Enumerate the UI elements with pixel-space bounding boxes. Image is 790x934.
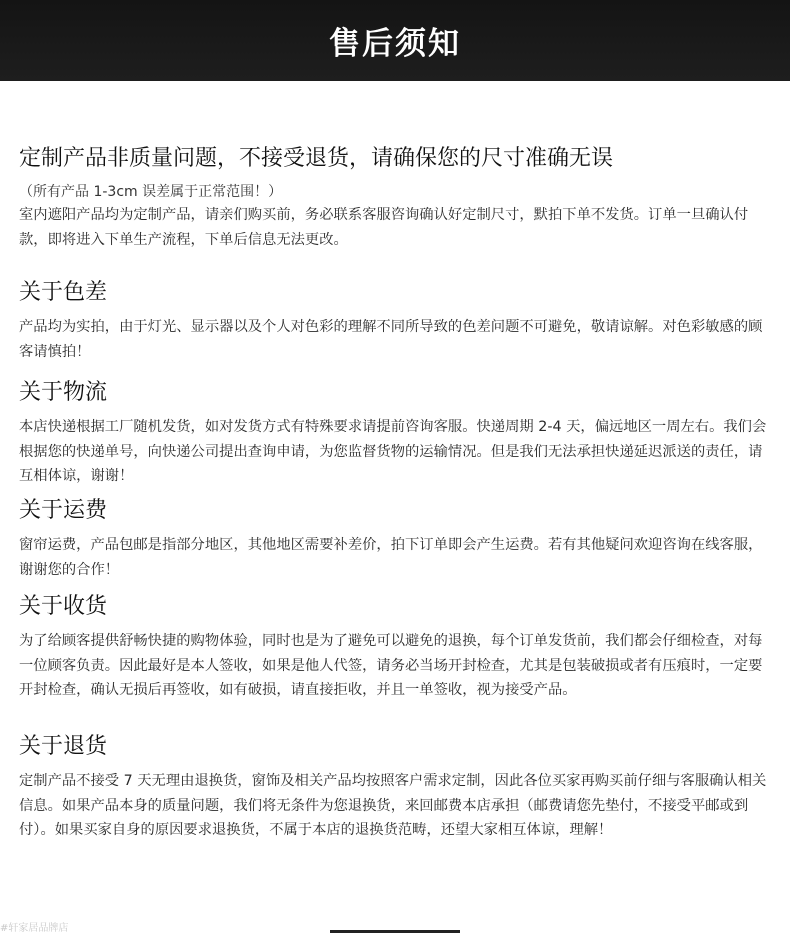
section-title: 关于物流 — [19, 380, 108, 405]
section-title: 关于收货 — [19, 594, 108, 619]
store-watermark: #轩家居品牌店 — [0, 923, 69, 934]
section-body: 窗帘运费，产品包邮是指部分地区，其他地区需要补差价，拍下订单即会产生运费。若有其他疑问欢迎咨询在线客服，谢谢您的合作！ — [19, 537, 763, 578]
section-returns — [19, 733, 771, 843]
section-receiving — [19, 593, 771, 703]
section-title: 关于色差 — [19, 280, 108, 305]
intro-note: （所有产品 1-3cm 误差属于正常范围！） — [19, 184, 283, 200]
header-banner — [0, 0, 790, 81]
section-title: 关于退货 — [19, 734, 108, 759]
intro-title: 定制产品非质量问题，不接受退货，请确保您的尺寸准确无误 — [19, 146, 614, 171]
page-title: 售后须知 — [329, 26, 461, 62]
section-logistics — [19, 379, 771, 489]
section-body: 定制产品不接受 7 天无理由退换货，窗饰及相关产品均按照客户需求定制，因此各位买家再购买前仔细与客服确认相关信息。如果产品本身的质量问题，我们将无条件为您退换货，来回邮费本店承担（邮费请您先垫付，不接受平邮或到付）。如果买家自身的原因要求退换货，不属于本店的退换货范畴，还望大家相互体谅，理解！ — [19, 773, 767, 838]
section-color-difference — [19, 279, 771, 364]
section-body: 本店快递根据工厂随机发货，如对发货方式有特殊要求请提前咨询客服。快递周期 2-4 天，偏远地区一周左右。我们会根据您的快递单号，向快递公司提出查询申请，为您监督货物的运输情况。但是我们无法承担快递延迟派送的责任，请互相体谅，谢谢！ — [19, 419, 767, 484]
intro-body: 室内遮阳产品均为定制产品，请亲们购买前，务必联系客服咨询确认好定制尺寸，默拍下单不发货。订单一旦确认付款，即将进入下单生产流程，下单后信息无法更改。 — [19, 207, 749, 248]
section-title: 关于运费 — [19, 498, 108, 523]
section-shipping-fee — [19, 497, 771, 582]
section-body: 产品均为实拍，由于灯光、显示器以及个人对色彩的理解不同所导致的色差问题不可避免，敬请谅解。对色彩敏感的顾客请慎拍！ — [19, 319, 763, 360]
section-body: 为了给顾客提供舒畅快捷的购物体验，同时也是为了避免可以避免的退换，每个订单发货前，我们都会仔细检查，对每一位顾客负责。因此最好是本人签收，如果是他人代签，请务必当场开封检查，尤其是包装破损或者有压痕时，一定要开封检查，确认无损后再签收，如有破损，请直接拒收，并且一单签收，视为接受产品。 — [19, 633, 763, 698]
